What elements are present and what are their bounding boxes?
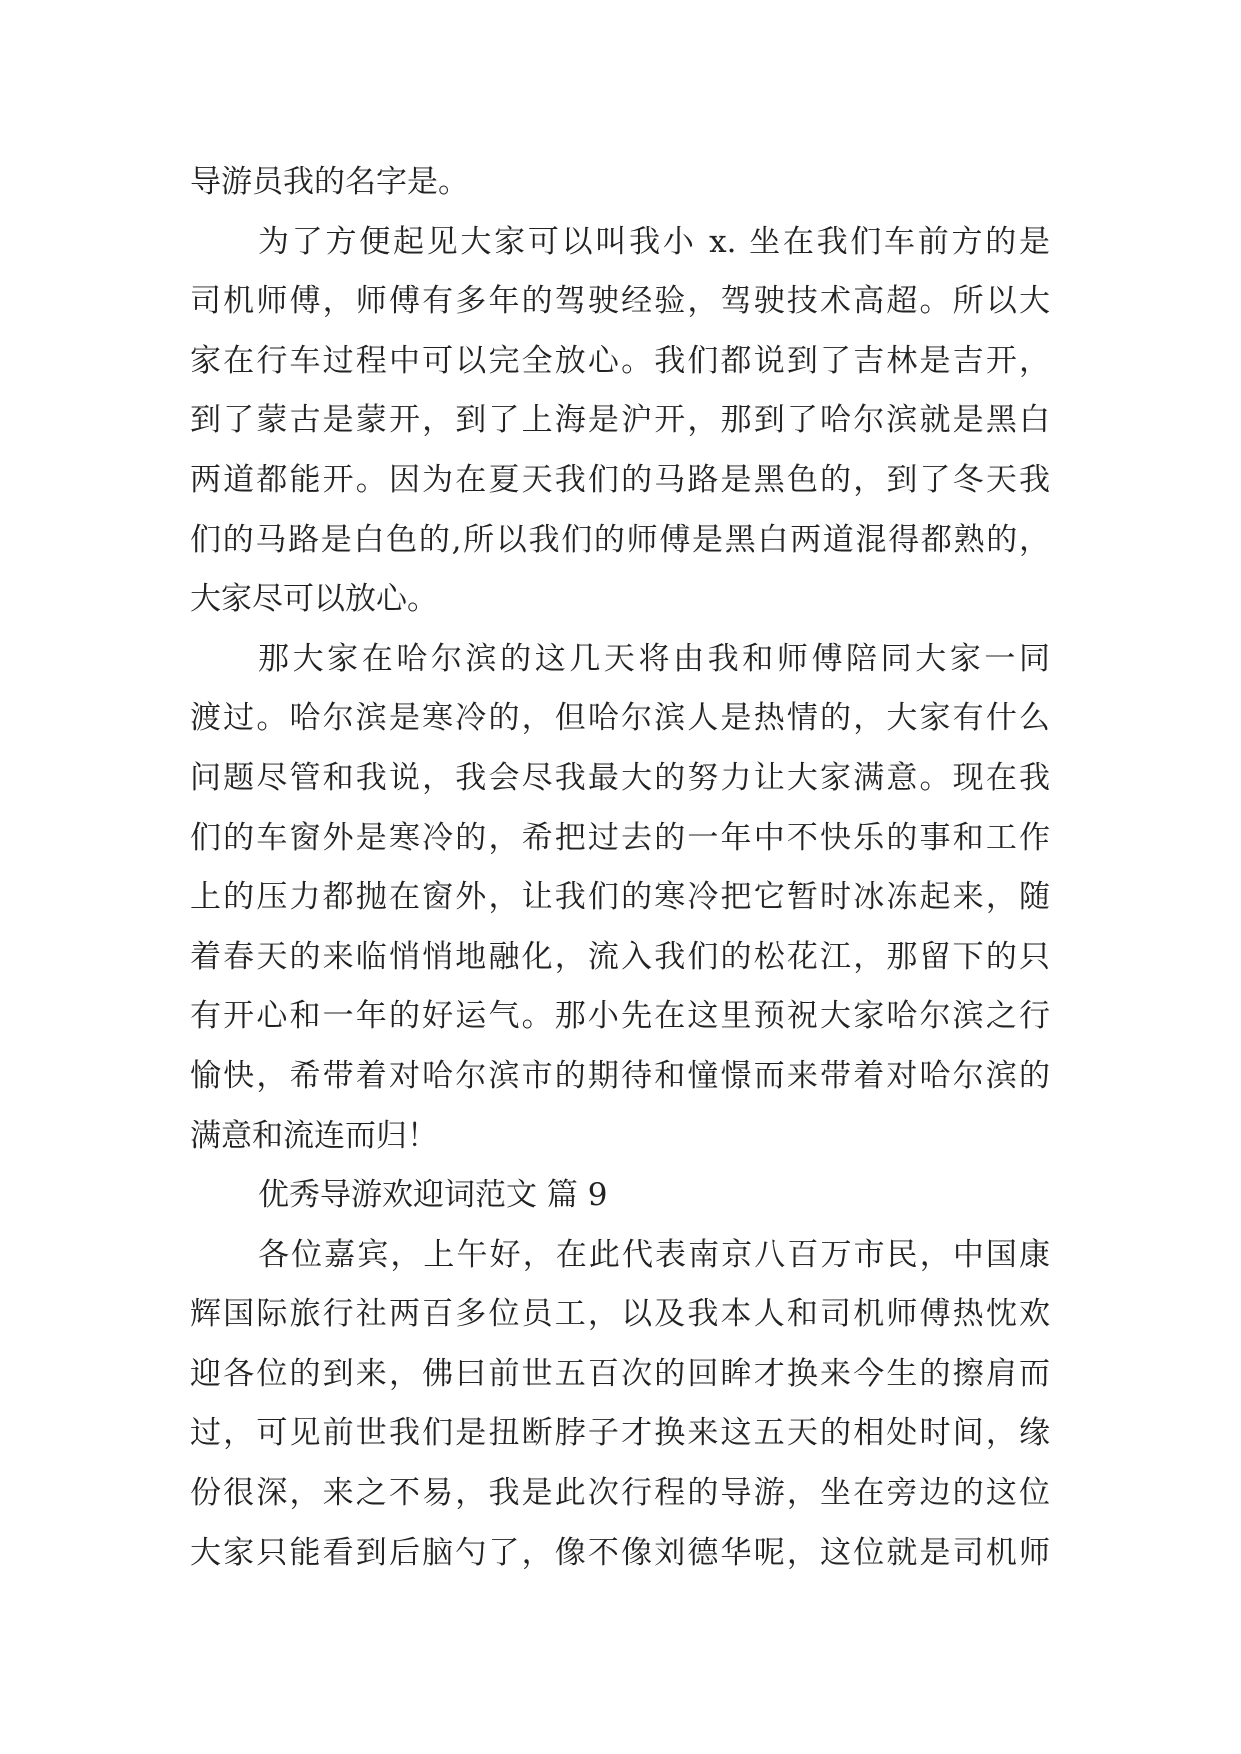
text-line: 问题尽管和我说，我会尽我最大的努力让大家满意。现在我 bbox=[190, 759, 1050, 796]
text-line: 迎各位的到来，佛曰前世五百次的回眸才换来今生的擦肩而 bbox=[190, 1355, 1050, 1392]
body-text bbox=[190, 153, 1050, 1583]
text-line: 们的车窗外是寒冷的，希把过去的一年中不快乐的事和工作 bbox=[190, 819, 1050, 856]
text-line: 到了蒙古是蒙开，到了上海是沪开，那到了哈尔滨就是黑白 bbox=[190, 402, 1050, 439]
text-line: 导游员我的名字是。 bbox=[190, 164, 469, 200]
text-line: 满意和流连而归！ bbox=[190, 1117, 438, 1154]
text-line: 愉快，希带着对哈尔滨市的期待和憧憬而来带着对哈尔滨的 bbox=[190, 1057, 1050, 1094]
section-heading: 优秀导游欢迎词范文 篇 9 bbox=[258, 1177, 608, 1214]
text-line: 家在行车过程中可以完全放心。我们都说到了吉林是吉开， bbox=[190, 342, 1050, 379]
paragraph-first-line: 那大家在哈尔滨的这几天将由我和师傅陪同大家一同 bbox=[258, 640, 1050, 677]
text-line: 们的马路是白色的,所以我们的师傅是黑白两道混得都熟的， bbox=[190, 521, 1050, 558]
text-line: 上的压力都抛在窗外，让我们的寒冷把它暂时冰冻起来，随 bbox=[190, 879, 1050, 916]
text-line: 大家尽可以放心。 bbox=[190, 581, 438, 618]
paragraph-first-line: 各位嘉宾，上午好，在此代表南京八百万市民，中国康 bbox=[258, 1236, 1050, 1273]
text-line: 大家只能看到后脑勺了，像不像刘德华呢，这位就是司机师 bbox=[190, 1534, 1050, 1571]
text-line: 渡过。哈尔滨是寒冷的，但哈尔滨人是热情的，大家有什么 bbox=[190, 700, 1050, 737]
text-line: 两道都能开。因为在夏天我们的马路是黑色的，到了冬天我 bbox=[190, 461, 1050, 498]
text-line: 着春天的来临悄悄地融化，流入我们的松花江，那留下的只 bbox=[190, 938, 1050, 975]
paragraph-first-line: 为了方便起见大家可以叫我小 x. 坐在我们车前方的是 bbox=[258, 223, 1050, 260]
text-line: 份很深，来之不易，我是此次行程的导游，坐在旁边的这位 bbox=[190, 1475, 1050, 1512]
text-line: 有开心和一年的好运气。那小先在这里预祝大家哈尔滨之行 bbox=[190, 998, 1050, 1035]
text-line: 司机师傅，师傅有多年的驾驶经验，驾驶技术高超。所以大 bbox=[190, 283, 1050, 320]
text-line: 辉国际旅行社两百多位员工，以及我本人和司机师傅热忱欢 bbox=[190, 1296, 1050, 1333]
text-line: 过，可见前世我们是扭断脖子才换来这五天的相处时间，缘 bbox=[190, 1415, 1050, 1452]
